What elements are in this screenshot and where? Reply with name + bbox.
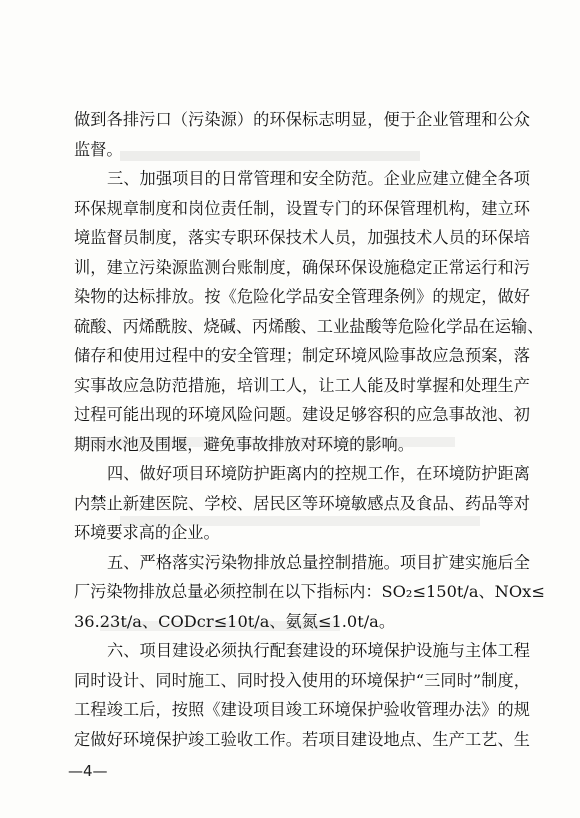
text-line: 四、做好项目环境防护距离内的控规工作，在环境防护距离 (107, 464, 530, 484)
text-line: 三、加强项目的日常管理和安全防范。企业应建立健全各项 (107, 169, 530, 189)
text-line: 环境要求高的企业。 (74, 523, 220, 543)
text-line: 环保规章制度和岗位责任制，设置专门的环保管理机构，建立环 (74, 198, 530, 218)
text-line: 储存和使用过程中的安全管理；制定环境风险事故应急预案，落 (74, 346, 530, 366)
text-line: 工程竣工后，按照《建设项目竣工环境保护验收管理办法》的规 (74, 700, 530, 720)
text-line: 过程可能出现的环境风险问题。建设足够容积的应急事故池、初 (74, 405, 530, 425)
text-line: 训，建立污染源监测台账制度，确保环保设施稳定正常运行和污 (74, 257, 530, 277)
text-line: 五、严格落实污染物排放总量控制措施。项目扩建实施后全 (107, 552, 530, 572)
text-line: 做到各排污口（污染源）的环保标志明显，便于企业管理和公众 (74, 110, 530, 129)
text-line: 境监督员制度，落实专职环保技术人员，加强技术人员的环保培 (74, 228, 530, 248)
text-line: 厂污染物排放总量必须控制在以下指标内：SO₂≤150t/a、NOx≤ (74, 582, 545, 602)
text-line: 定做好环境保护竣工验收工作。若项目建设地点、生产工艺、生 (74, 730, 530, 749)
text-line: 36.23t/a、CODcr≤10t/a、氨氮≤1.0t/a。 (74, 611, 396, 631)
page-number: —4— (68, 762, 108, 780)
text-line: 六、项目建设必须执行配套建设的环境保护设施与主体工程 (107, 641, 530, 661)
text-line: 硫酸、丙烯酰胺、烧碱、丙烯酸、工业盐酸等危险化学品在运输、 (74, 316, 544, 336)
text-line: 同时设计、同时施工、同时投入使用的环境保护“三同时”制度， (74, 670, 530, 690)
text-line: 期雨水池及围堰，避免事故排放对环境的影响。 (74, 434, 414, 454)
text-line: 实事故应急防范措施，培训工人，让工人能及时掌握和处理生产 (74, 375, 530, 395)
text-line: 内禁止新建医院、学校、居民区等环境敏感点及食品、药品等对 (74, 493, 530, 513)
text-line: 染物的达标排放。按《危险化学品安全管理条例》的规定，做好 (74, 287, 530, 307)
text-line: 监督。 (74, 139, 123, 159)
